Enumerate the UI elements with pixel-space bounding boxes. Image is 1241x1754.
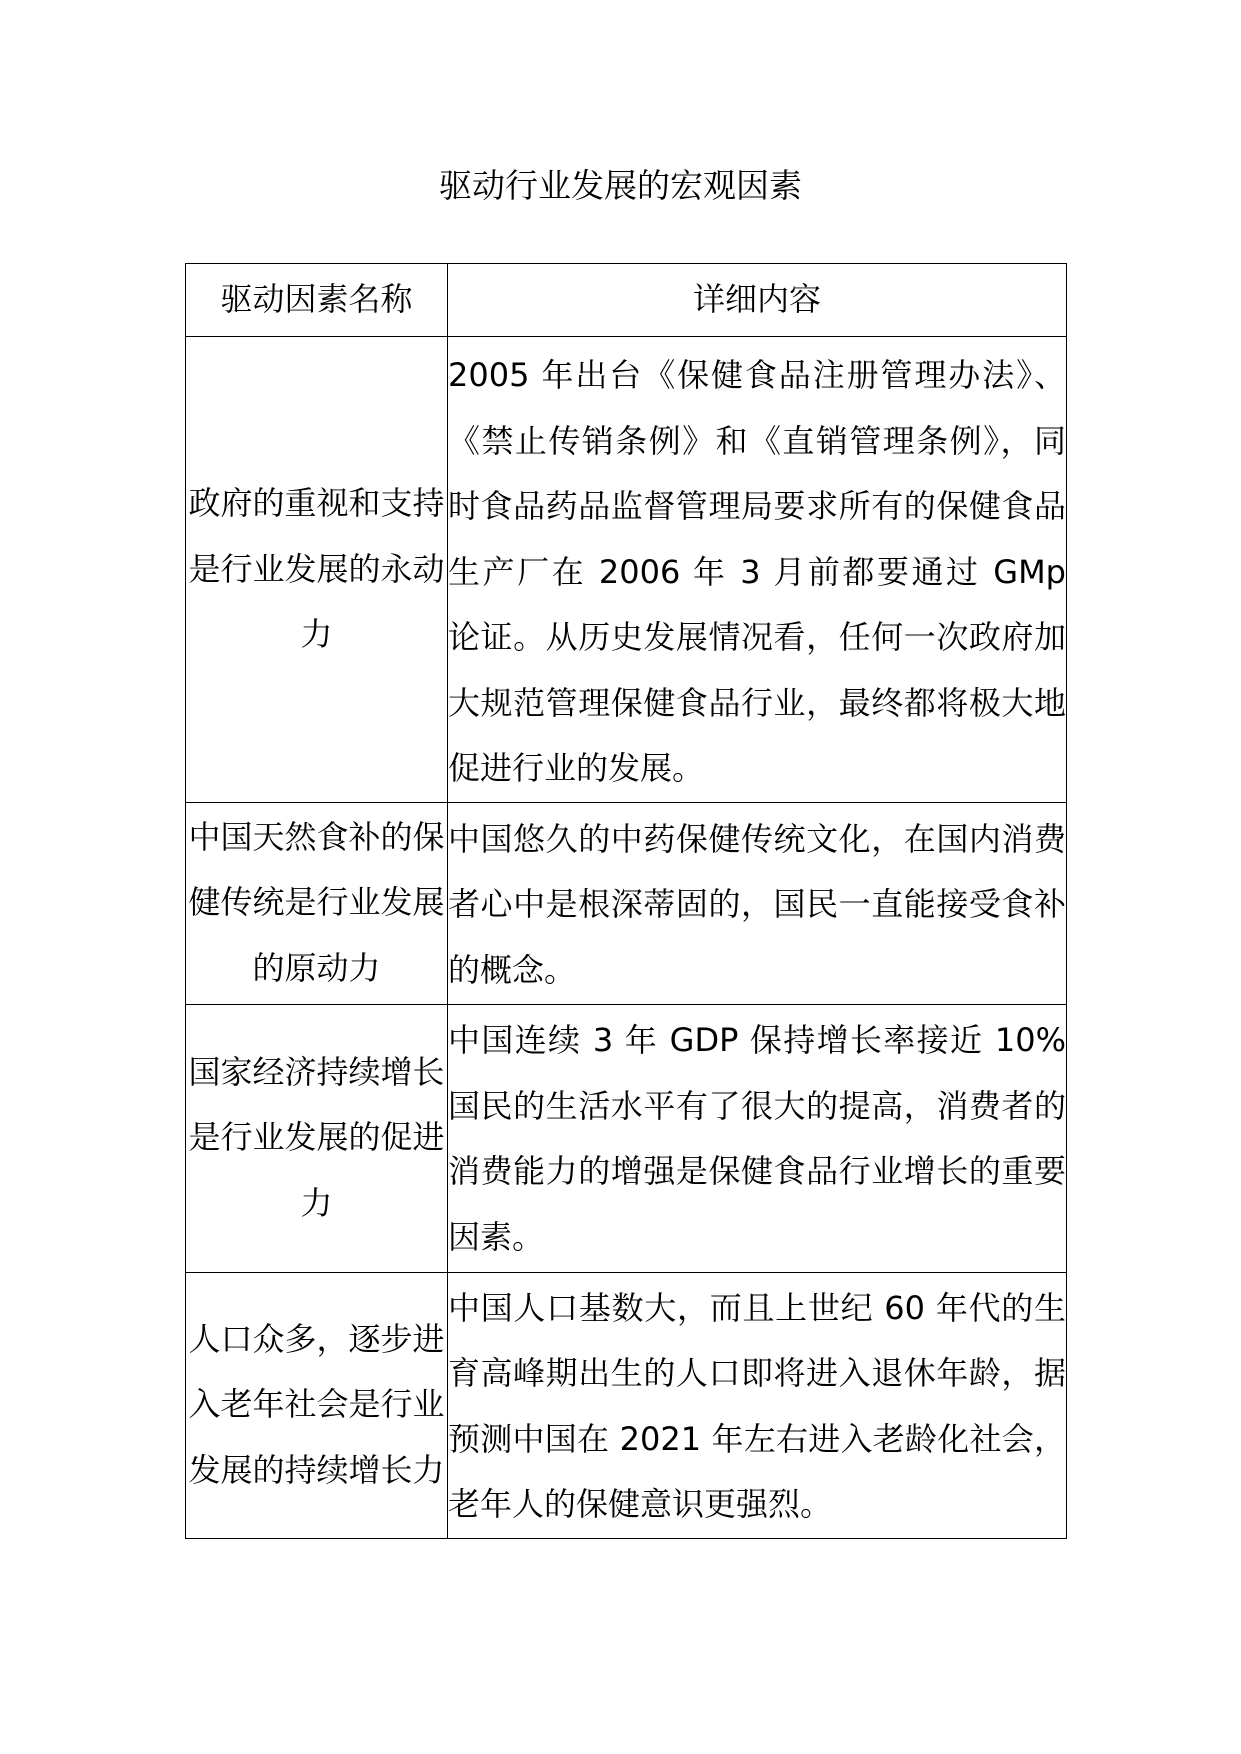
table-row [186,1004,1067,1272]
factor-name-cell: 国家经济持续增长是行业发展的促进力 [186,1004,448,1272]
factor-detail-cell: 2005 年出台《保健食品注册管理办法》、《禁止传销条例》和《直销管理条例》，同时食品药品监督管理局要求所有的保健食品生产厂在 2006 年 3 月前都要通过 GMp 论证。从历史发展情况看，任何一次政府加大规范管理保健食品行业，最终都将极大地促进行业的发展。 [448,337,1067,803]
factor-detail-cell: 中国连续 3 年 GDP 保持增长率接近 10%国民的生活水平有了很大的提高，消费者的消费能力的增强是保健食品行业增长的重要因素。 [448,1004,1067,1272]
table-row [186,802,1067,1004]
table-row [186,337,1067,803]
table-row [186,1272,1067,1538]
page-title: 驱动行业发展的宏观因素 [439,166,802,205]
factor-detail-cell: 中国悠久的中药保健传统文化，在国内消费者心中是根深蒂固的，国民一直能接受食补的概念。 [448,802,1067,1004]
header-factor-name: 驱动因素名称 [186,264,448,337]
header-detail: 详细内容 [448,264,1067,337]
factor-name-cell: 中国天然食补的保健传统是行业发展的原动力 [186,802,448,1004]
factor-name-cell: 政府的重视和支持是行业发展的永动力 [186,337,448,803]
factor-name-cell: 人口众多，逐步进入老年社会是行业发展的持续增长力 [186,1272,448,1538]
drivers-table [185,263,1067,1539]
table-header-row [186,264,1067,337]
factor-detail-cell: 中国人口基数大，而且上世纪 60 年代的生育高峰期出生的人口即将进入退休年龄，据预测中国在 2021 年左右进入老龄化社会，老年人的保健意识更强烈。 [448,1272,1067,1538]
